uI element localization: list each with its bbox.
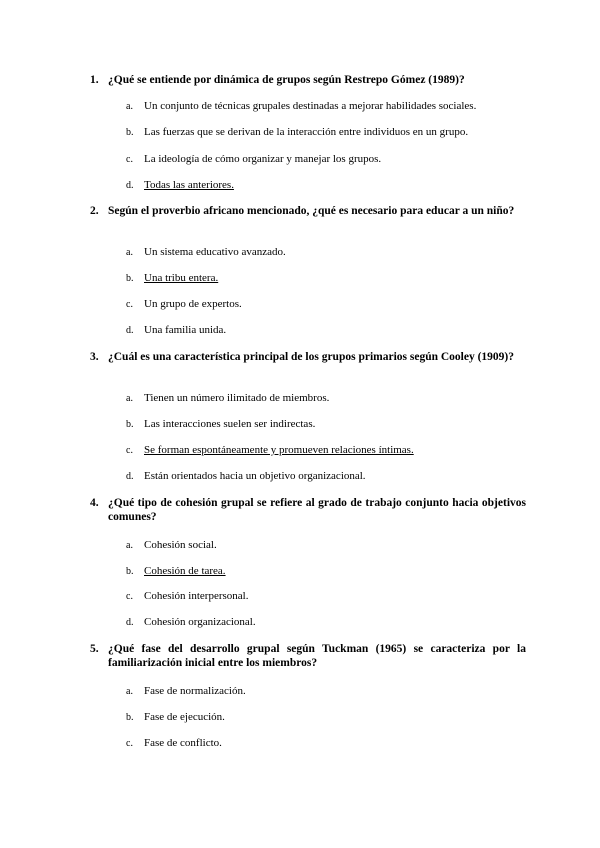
option-1d — [126, 178, 234, 193]
option-1c — [126, 152, 381, 167]
option-text: Cohesión interpersonal. — [144, 590, 249, 602]
option-letter: a. — [126, 101, 133, 112]
option-text: Están orientados hacia un objetivo organizacional. — [144, 470, 366, 482]
option-text: Cohesión organizacional. — [144, 616, 256, 628]
option-4d — [126, 615, 256, 630]
question-1 — [90, 73, 526, 87]
option-3b — [126, 417, 315, 432]
question-text: ¿Cuál es una característica principal de los grupos primarios según Cooley (1909)? — [108, 351, 514, 363]
option-letter: b. — [126, 419, 134, 430]
question-4 — [90, 496, 526, 524]
option-3a — [126, 391, 329, 406]
option-4a — [126, 538, 217, 553]
question-number: 3. — [90, 351, 99, 363]
option-text: Un grupo de expertos. — [144, 298, 242, 310]
option-2d — [126, 323, 226, 338]
option-5a — [126, 684, 246, 699]
option-text: La ideología de cómo organizar y manejar los grupos. — [144, 153, 382, 165]
option-text-correct: Todas las anteriores. — [144, 179, 234, 191]
option-letter: c. — [126, 299, 133, 310]
question-number: 2. — [90, 205, 99, 217]
question-text: ¿Qué fase del desarrollo grupal según Tuckman (1965) se caracteriza por la familiarización inicial entre los miembros? — [108, 643, 526, 669]
option-letter: d. — [126, 325, 134, 336]
question-3 — [90, 350, 526, 364]
question-text: ¿Qué se entiende por dinámica de grupos según Restrepo Gómez (1989)? — [108, 74, 465, 86]
option-letter: c. — [126, 738, 133, 749]
option-text: Fase de conflicto. — [144, 737, 222, 749]
option-text-correct: Cohesión de tarea. — [144, 565, 226, 577]
option-text: Las fuerzas que se derivan de la interacción entre individuos en un grupo. — [144, 126, 469, 138]
option-letter: a. — [126, 686, 133, 697]
option-letter: b. — [126, 566, 134, 577]
option-letter: c. — [126, 445, 133, 456]
option-text: Un sistema educativo avanzado. — [144, 246, 286, 258]
option-5c — [126, 736, 222, 751]
option-5b — [126, 710, 225, 725]
option-letter: a. — [126, 540, 133, 551]
option-letter: b. — [126, 712, 134, 723]
question-number: 1. — [90, 74, 99, 86]
option-text: Fase de normalización. — [144, 685, 246, 697]
option-letter: a. — [126, 247, 133, 258]
option-text: Un conjunto de técnicas grupales destinadas a mejorar habilidades sociales. — [144, 100, 477, 112]
question-number: 4. — [90, 497, 99, 509]
option-3d — [126, 469, 366, 484]
option-4c — [126, 589, 248, 604]
question-number: 5. — [90, 643, 99, 655]
option-letter: d. — [126, 617, 134, 628]
option-1a — [126, 99, 476, 114]
option-letter: b. — [126, 273, 134, 284]
option-letter: b. — [126, 127, 134, 138]
option-letter: c. — [126, 591, 133, 602]
option-1b — [126, 125, 468, 140]
option-text: Las interacciones suelen ser indirectas. — [144, 418, 316, 430]
option-letter: d. — [126, 180, 134, 191]
option-letter: c. — [126, 154, 133, 165]
option-text: Fase de ejecución. — [144, 711, 225, 723]
option-2a — [126, 245, 286, 260]
option-text-correct: Se forman espontáneamente y promueven relaciones íntimas. — [144, 444, 414, 456]
option-2c — [126, 297, 242, 312]
option-letter: d. — [126, 471, 134, 482]
question-text: ¿Qué tipo de cohesión grupal se refiere al grado de trabajo conjunto hacia objetivos comunes? — [108, 497, 526, 523]
question-2 — [90, 204, 526, 218]
option-4b — [126, 564, 226, 579]
option-letter: a. — [126, 393, 133, 404]
option-text: Tienen un número ilimitado de miembros. — [144, 392, 330, 404]
option-3c — [126, 443, 414, 458]
question-5 — [90, 642, 526, 670]
option-text: Una familia unida. — [144, 324, 227, 336]
option-2b — [126, 271, 218, 286]
option-text: Cohesión social. — [144, 539, 217, 551]
question-text: Según el proverbio africano mencionado, ¿qué es necesario para educar a un niño? — [108, 205, 515, 217]
option-text-correct: Una tribu entera. — [144, 272, 219, 284]
